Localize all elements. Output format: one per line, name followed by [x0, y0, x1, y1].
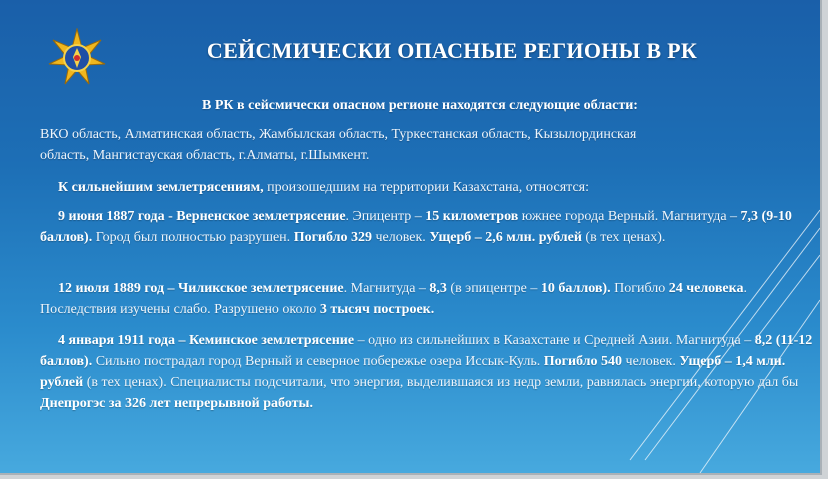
earthquakes-intro: К сильнейшим землетрясениям, произошедшим на территории Казахстана, относятся:	[58, 180, 589, 195]
earthquake-1889: 12 июля 1889 год – Чиликское землетрясение. Магнитуда – 8,3 (в эпицентре – 10 баллов). Погибло 24 человека. Последствия изучены слабо. Разрушено около 3 тысяч построек.	[40, 281, 747, 317]
earthquake-1911: 4 января 1911 года – Кеминское землетрясение – одно из сильнейших в Казахстане и Средней Азии. Магнитуда – 8,2 (11-12 баллов). Сильно пострадал город Верный и северное побережье озера Иссык-Куль. Погибло 540 человек. Ущерб – 1,4 млн. рублей (в тех ценах). Специалисты подсчитали, что энергия, выделившаяся из недр земли, равнялась энергии, которую дал бы Днепрогэс за 326 лет непрерывной работы.	[40, 333, 813, 411]
regions-line-1: ВКО область, Алматинская область, Жамбылская область, Туркестанская область, Кызылординская	[40, 127, 637, 142]
earthquake-1887: 9 июня 1887 года - Верненское землетрясение. Эпицентр – 15 километров южнее города Верный. Магнитуда – 7,3 (9-10 баллов). Город был полностью разрушен. Погибло 329 человек. Ущерб – 2,6 млн. рублей (в тех ценах).	[40, 209, 792, 245]
slide-title: СЕЙСМИЧЕСКИ ОПАСНЫЕ РЕГИОНЫ В РК	[206, 38, 698, 63]
emergency-emblem-icon	[48, 28, 106, 86]
intro-heading: В РК в сейсмически опасном регионе находятся следующие области:	[202, 98, 638, 113]
regions-line-2: область, Мангистауская область, г.Алматы, г.Шымкент.	[40, 148, 370, 163]
